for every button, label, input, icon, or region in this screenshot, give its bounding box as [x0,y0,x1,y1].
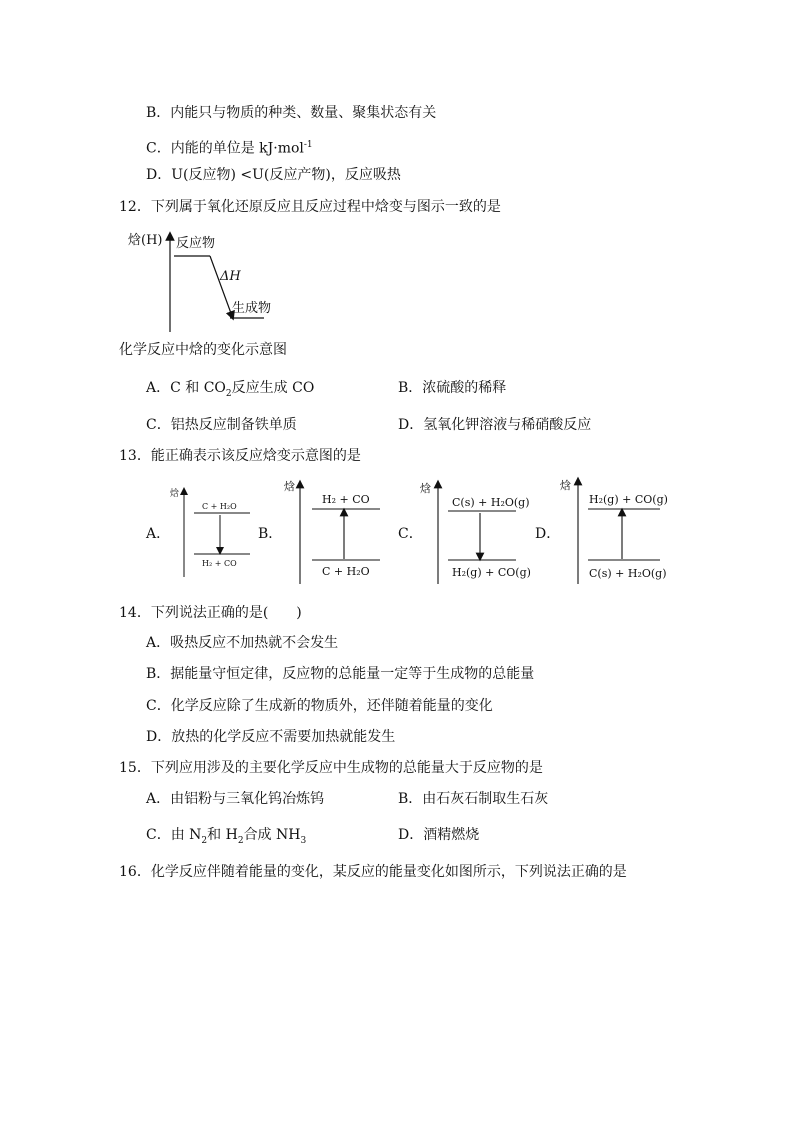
q12-option-a [146,379,314,403]
q15-option-b: B．由石灰石制取生石灰 [398,791,549,807]
q13-stem: 13．能正确表示该反应焓变示意图的是 [119,448,361,464]
q15-option-c [146,826,306,850]
q13-diagram-b [280,478,390,588]
q13-b-top-label: H₂ + CO [322,493,370,506]
q12-product-label: 生成物 [232,301,272,316]
q13-b-axis-label: 焓 [284,480,295,493]
q13-diagram-c [418,478,533,588]
q12-option-a-pre: A．C 和 CO [146,380,226,396]
q13-option-b-label: B． [258,526,283,542]
q13-option-c-label: C． [398,526,423,542]
q13-a-top-label: C + H₂O [202,502,237,511]
q15-option-a: A．由铝粉与三氧化钨冶炼钨 [146,791,325,807]
q13-c-top-label: C(s) + H₂O(g) [452,496,530,509]
q15-option-d: D．酒精燃烧 [398,827,480,843]
q11-option-b: B．内能只与物质的种类、数量、聚集状态有关 [146,105,437,121]
q14-option-c: C．化学反应除了生成新的物质外，还伴随着能量的变化 [146,698,493,714]
q12-dh-label: ΔH [220,269,241,284]
q15-stem: 15．下列应用涉及的主要化学反应中生成物的总能量大于反应物的是 [119,760,543,776]
q15-option-c-mid2: 合成 NH [243,827,301,843]
q14-stem: 14．下列说法正确的是( ) [119,605,302,621]
q16-stem: 16．化学反应伴随着能量的变化，某反应的能量变化如图所示，下列说法正确的是 [119,864,627,880]
q13-option-a-label: A． [146,526,171,542]
q12-enthalpy-figure [118,228,288,336]
q15-option-c-sub3: 3 [300,835,307,846]
q11-option-c [146,136,313,158]
q13-d-bottom-label: C(s) + H₂O(g) [589,567,667,580]
q13-a-bottom-label: H₂ + CO [202,559,237,568]
q15-option-c-pre: C．由 N [146,827,202,843]
q11-option-c-sup: -1 [303,140,313,150]
q12-stem: 12．下列属于氧化还原反应且反应过程中焓变与图示一致的是 [119,199,501,215]
q13-d-axis-label: 焓 [560,479,571,492]
q15-option-c-mid: 和 H [207,827,238,843]
q12-option-a-sub: 2 [225,388,232,399]
q13-d-top-label: H₂(g) + CO(g) [589,493,668,506]
q14-option-b: B．据能量守恒定律，反应物的总能量一定等于生成物的总能量 [146,666,535,682]
q12-option-b: B．浓硫酸的稀释 [398,380,507,396]
q13-diagram-d [558,475,676,587]
q13-option-d-label: D． [535,526,561,542]
q13-diagram-a [168,485,258,580]
q13-b-bottom-label: C + H₂O [322,565,370,578]
q14-option-a: A．吸热反应不加热就不会发生 [146,635,339,651]
q13-c-bottom-label: H₂(g) + CO(g) [452,566,531,579]
q15-option-c-sub1: 2 [201,835,208,846]
q15-option-c-sub2: 2 [237,835,244,846]
q12-option-a-post: 反应生成 CO [231,380,315,396]
q13-a-axis-label: 焓 [170,489,180,499]
q12-figure-caption: 化学反应中焓的变化示意图 [119,342,287,358]
q11-option-d: D．U(反应物) <U(反应产物)，反应吸热 [146,167,401,183]
q14-option-d: D．放热的化学反应不需要加热就能发生 [146,729,396,745]
q12-y-axis-label: 焓(H) [128,233,163,248]
q11-option-c-text: C．内能的单位是 kJ·mol [146,140,304,157]
q12-option-c: C．铝热反应制备铁单质 [146,417,297,433]
q12-reactant-label: 反应物 [176,236,216,251]
q12-option-d: D．氢氧化钾溶液与稀硝酸反应 [398,417,592,433]
q13-c-axis-label: 焓 [420,482,431,495]
